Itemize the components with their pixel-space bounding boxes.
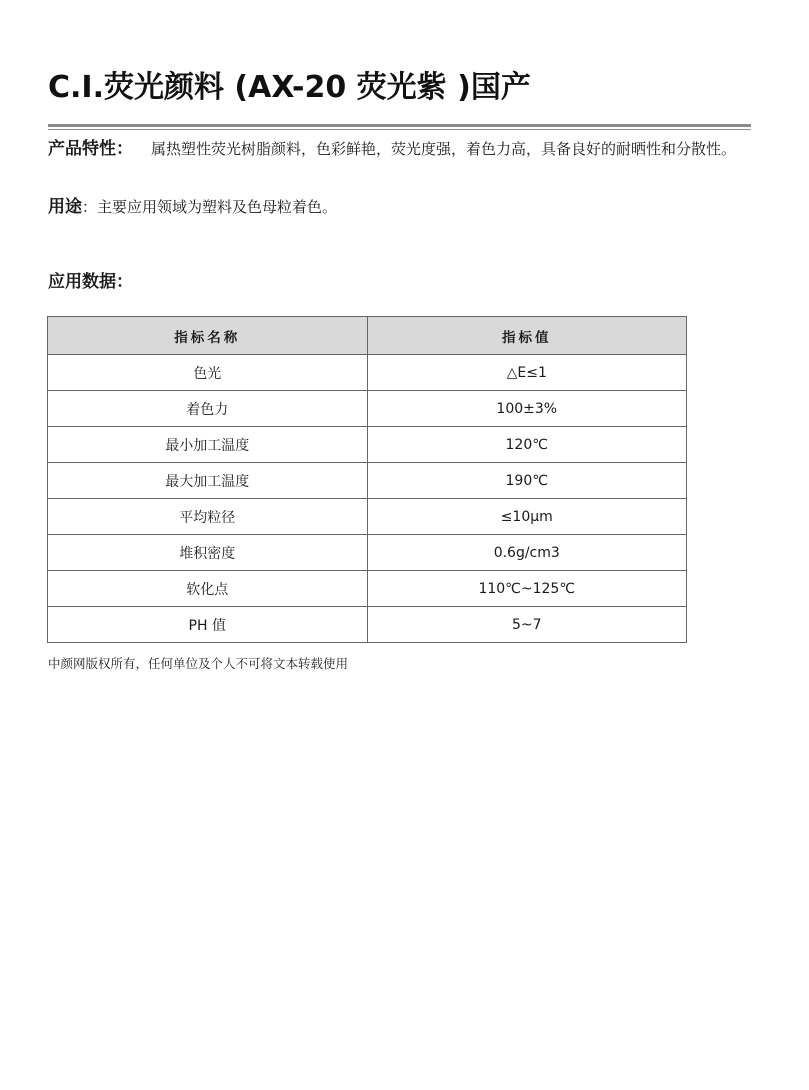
row-name: PH 值 (48, 607, 368, 643)
table-row (48, 607, 687, 643)
row-value: 190℃ (367, 463, 687, 499)
row-name: 色光 (48, 355, 368, 391)
usage-label: 用途 (48, 197, 82, 217)
product-features (48, 136, 753, 163)
row-value: 100±3% (367, 391, 687, 427)
table-header-row (48, 317, 687, 355)
spec-table (47, 316, 687, 643)
row-name: 最大加工温度 (48, 463, 368, 499)
row-value: 0.6g/cm3 (367, 535, 687, 571)
table-row (48, 427, 687, 463)
row-value: △E≤1 (367, 355, 687, 391)
row-name: 堆积密度 (48, 535, 368, 571)
section-title: 应用数据： (48, 272, 133, 292)
row-value: ≤10μm (367, 499, 687, 535)
title-divider (48, 124, 751, 127)
copyright-notice: 中颜网版权所有，任何单位及个人不可将文本转载使用 (48, 656, 349, 671)
column-header-value: 指标值 (367, 317, 687, 355)
row-name: 最小加工温度 (48, 427, 368, 463)
product-usage (48, 195, 337, 219)
table-row (48, 391, 687, 427)
table-row (48, 571, 687, 607)
table-row (48, 499, 687, 535)
usage-text: ：主要应用领域为塑料及色母粒着色。 (82, 198, 338, 216)
features-label: 产品特性： (48, 139, 133, 159)
features-text: 属热塑性荧光树脂颜料，色彩鲜艳，荧光度强，着色力高，具备良好的耐晒性和分散性。 (151, 140, 737, 158)
table-row (48, 355, 687, 391)
row-name: 着色力 (48, 391, 368, 427)
table-row (48, 463, 687, 499)
table-row (48, 535, 687, 571)
row-value: 120℃ (367, 427, 687, 463)
row-name: 平均粒径 (48, 499, 368, 535)
column-header-name: 指标名称 (48, 317, 368, 355)
row-value: 5~7 (367, 607, 687, 643)
title-divider-thin (48, 129, 751, 130)
row-value: 110℃~125℃ (367, 571, 687, 607)
row-name: 软化点 (48, 571, 368, 607)
page-title: C.I.荧光颜料 (AX-20 荧光紫 )国产 (48, 70, 531, 105)
